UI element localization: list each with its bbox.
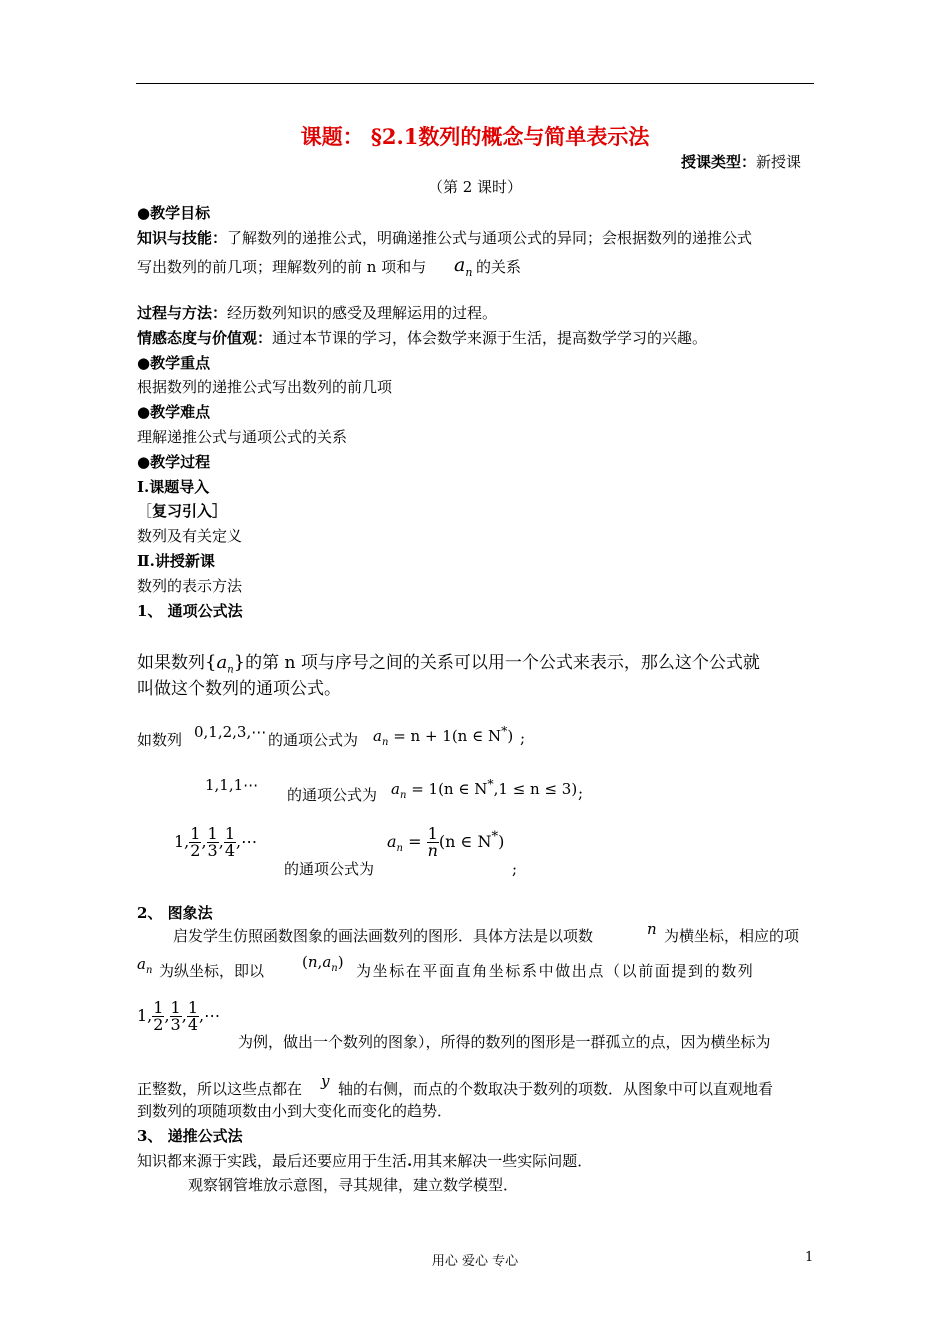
skill-line2-end: 的关系 — [476, 258, 522, 276]
review-heading: ［复习引入］ — [137, 502, 228, 520]
section-1: Ⅰ.课题导入 — [137, 478, 210, 496]
sequence-set: $\{a_n\}$ — [205, 652, 246, 676]
example2-semicolon: ; — [578, 784, 584, 802]
example2-sequence: 1,1,1⋯ — [205, 776, 259, 794]
example1-sequence: 0,1,2,3,⋯ — [194, 723, 267, 741]
method1-line2: 叫做这个数列的通项公式。 — [137, 679, 341, 699]
skill-line1: 知识与技能：了解数列的递推公式，明确递推公式与通项公式的异同；会根据数列的递推公式 — [137, 229, 753, 247]
method2-line5: 到数列的项随项数由小到大变化而变化的趋势． — [137, 1102, 453, 1120]
keypoint-text: 根据数列的递推公式写出数列的前几项 — [137, 378, 393, 396]
process-goal: 过程与方法：经历数列知识的感受及理解运用的过程。 — [137, 304, 498, 322]
method2-line4b: 轴的右侧，而点的个数取决于数列的项数．从图象中可以直观地看 — [338, 1080, 774, 1098]
example2-formula: $a_n = 1(n$ ∈ N*,1 ≤ n ≤ 3) — [391, 776, 578, 801]
method2-line4a: 正整数，所以这些点都在 — [137, 1080, 303, 1098]
footer-text: 用心 爱心 专心 — [431, 1254, 519, 1269]
process-heading: ●教学过程 — [137, 453, 211, 471]
n-symbol: n — [647, 920, 657, 938]
example1-semicolon: ; — [520, 729, 526, 747]
page-number: 1 — [805, 1250, 814, 1265]
method2-line1: 启发学生仿照函数图象的画法画数列的图形．具体方法是以项数 — [173, 927, 594, 945]
method2-line2a: 为纵坐标，即以 — [159, 962, 265, 980]
goals-heading: ●教学目标 — [137, 204, 211, 222]
section-2: Ⅱ.讲授新课 — [137, 552, 215, 570]
method3-line1: 知识都来源于实践，最后还要应用于生活.用其来解决一些实际问题． — [137, 1152, 593, 1170]
method2-line1b: 为横坐标，相应的项 — [664, 927, 800, 945]
point-notation: $(n,a_n)$ — [302, 953, 344, 974]
method3-heading: 3、 递推公式法 — [137, 1127, 243, 1145]
top-rule — [136, 83, 814, 84]
example3-mid: 的通项公式为 — [284, 860, 375, 878]
methods-text: 数列的表示方法 — [137, 577, 243, 595]
lesson-number: （第 2 课时） — [427, 178, 523, 196]
example3-formula: $a_n$ = $\frac{1}{n}$ (n ∈ N*) — [387, 824, 505, 860]
method2-line2b: 为坐标在平面直角坐标系中做出点（以前面提到的数列 — [356, 962, 755, 980]
difficulty-heading: ●教学难点 — [137, 403, 211, 421]
emotion-goal: 情感态度与价值观：通过本节课的学习，体会数学来源于生活，提高数学学习的兴趣。 — [137, 329, 708, 347]
example1-mid: 的通项公式为 — [268, 731, 359, 749]
method2-line3: 为例，做出一个数列的图象），所得的数列的图形是一群孤立的点，因为横坐标为 — [238, 1033, 771, 1051]
example3-sequence: 1, $\frac{1}{2}$ , $\frac{1}{3}$ , $\frac{1}{4}$ ,⋯ — [174, 824, 258, 860]
example2-mid: 的通项公式为 — [287, 786, 378, 804]
method3-line2: 观察钢管堆放示意图，寻其规律，建立数学模型． — [188, 1176, 519, 1194]
method1-line1: 如果数列$\{a_n\}$的第 n 项与序号之间的关系可以用一个公式来表示，那么这个公式就 — [137, 652, 760, 676]
example1-prefix: 如数列 — [137, 731, 183, 749]
skill-line2: 写出数列的前几项；理解数列的前 n 项和与 — [137, 258, 427, 276]
lesson-type: 授课类型：新授课 — [681, 153, 802, 171]
example3-semicolon: ; — [512, 860, 518, 878]
method1-heading: 1、 通项公式法 — [137, 602, 243, 620]
difficulty-text: 理解递推公式与通项公式的关系 — [137, 428, 348, 446]
method2-heading: 2、 图象法 — [137, 904, 213, 922]
review-text: 数列及有关定义 — [137, 527, 243, 545]
method2-sequence: 1, $\frac{1}{2}$ , $\frac{1}{3}$ , $\frac{1}{4}$ ,⋯ — [137, 998, 221, 1034]
y-symbol: y — [321, 1072, 330, 1090]
page-title: 课题： §2.1数列的概念与简单表示法 — [300, 124, 650, 149]
an-symbol-2: $a_n$ — [137, 955, 153, 976]
an-symbol: $a_n$ — [454, 254, 473, 279]
keypoint-heading: ●教学重点 — [137, 354, 211, 372]
example1-formula: $a_n = n + 1(n$ ∈ N*) — [373, 723, 514, 748]
